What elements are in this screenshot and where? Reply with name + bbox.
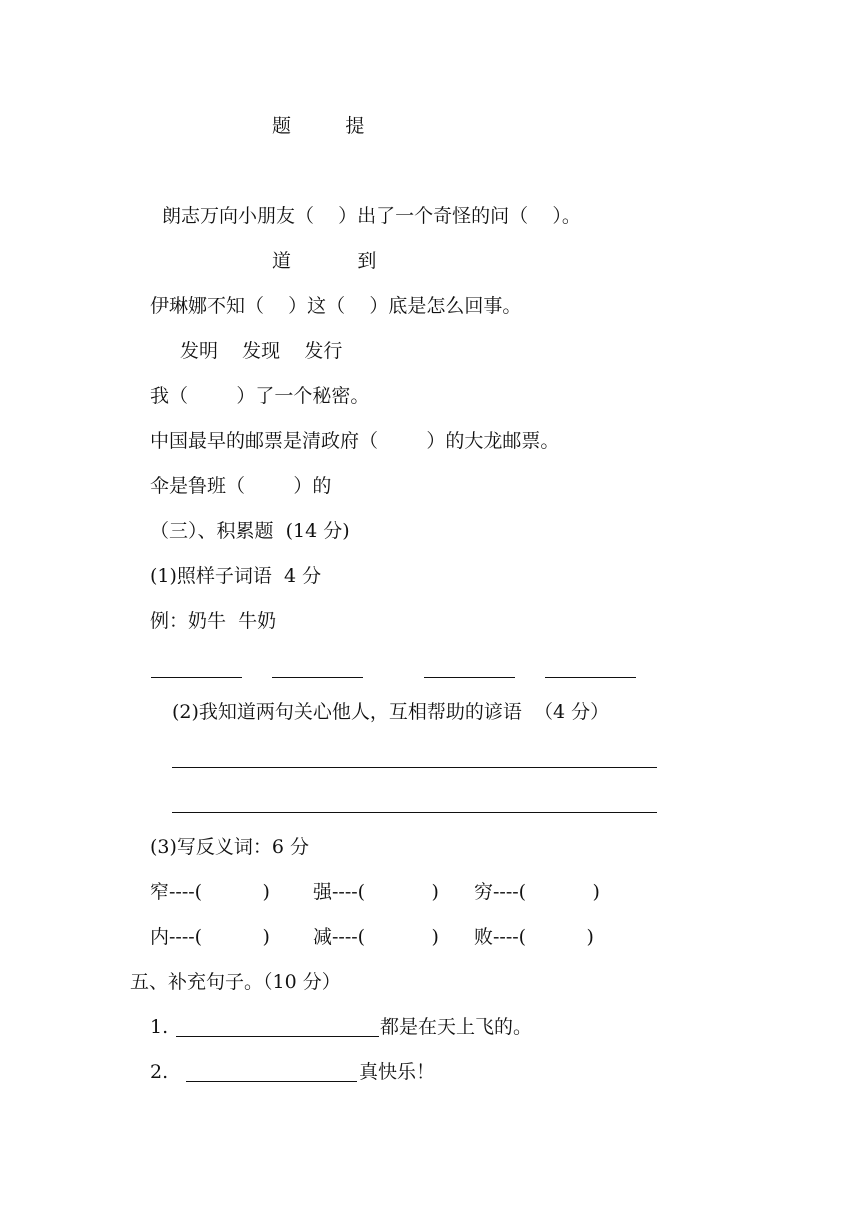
antonym-item: 强----( ) — [313, 881, 439, 903]
blank-line-1[interactable] — [151, 677, 242, 678]
section-heading-3: （三）、积累题 (14 分) — [150, 520, 350, 542]
choices-2: 道 到 — [272, 250, 377, 272]
item-1-tail: 都是在天上飞的。 — [380, 1016, 533, 1038]
section-heading-5: 五、补充句子。（10 分） — [130, 971, 341, 993]
blank-line-4[interactable] — [545, 677, 636, 678]
sentence-2: 伊琳娜不知（ ）这（ ）底是怎么回事。 — [150, 295, 522, 317]
question-2-title: (2)我知道两句关心他人，互相帮助的谚语 （4 分） — [172, 701, 610, 723]
antonym-item: 穷----( ) — [474, 881, 600, 903]
blank-line-3[interactable] — [424, 677, 515, 678]
item-1-number: 1. — [150, 1016, 169, 1038]
choices-1: 题 提 — [272, 115, 365, 137]
sentence-1: 朗志万向小朋友（ ）出了一个奇怪的问（ ）。 — [162, 205, 581, 227]
sentence-3a: 我（ ）了一个秘密。 — [150, 385, 370, 407]
question-1-title: (1)照样子词语 4 分 — [150, 565, 322, 587]
antonym-item: 减----( ) — [313, 926, 439, 948]
sentence-3c: 伞是鲁班（ ）的 — [150, 475, 332, 497]
item-2-number: 2. — [150, 1061, 169, 1083]
antonym-item: 窄----( ) — [150, 881, 270, 903]
item-2-tail: 真快乐！ — [359, 1061, 436, 1083]
choices-3: 发明 发现 发行 — [180, 340, 343, 362]
blank-line-2[interactable] — [272, 677, 363, 678]
question-3-title: (3)写反义词：6 分 — [150, 836, 310, 858]
item-1-blank[interactable] — [176, 1036, 379, 1037]
antonym-item: 内----( ) — [150, 926, 270, 948]
answer-line-1[interactable] — [172, 767, 657, 768]
sentence-3b: 中国最早的邮票是清政府（ ）的大龙邮票。 — [150, 430, 560, 452]
antonym-item: 败----( ) — [474, 926, 594, 948]
item-2-blank[interactable] — [186, 1081, 357, 1082]
question-1-example: 例：奶牛 牛奶 — [150, 610, 277, 632]
answer-line-2[interactable] — [172, 812, 657, 813]
